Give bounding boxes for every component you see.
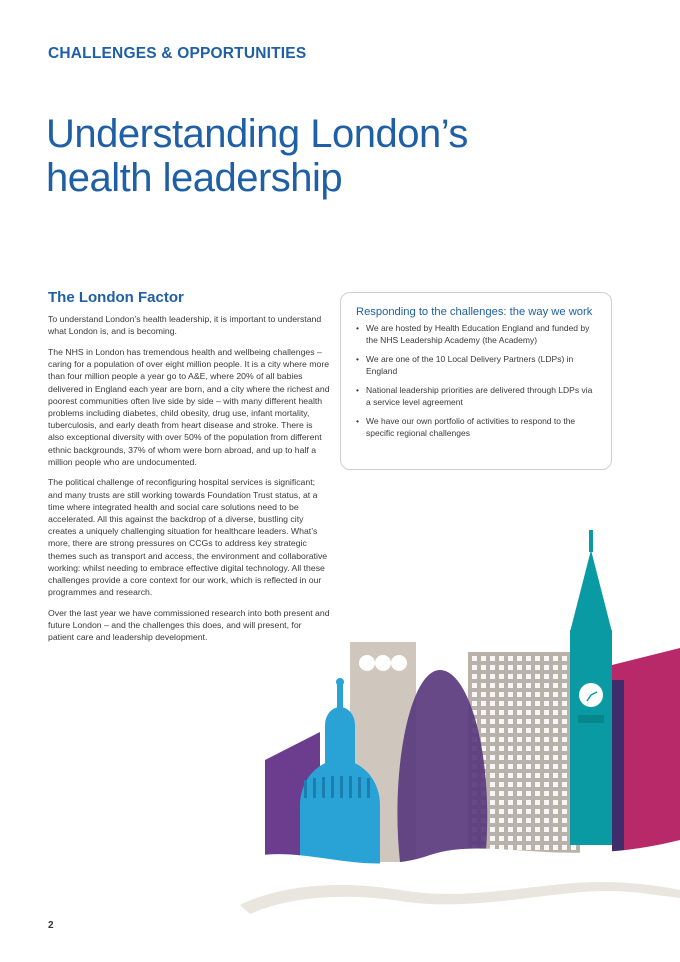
window (535, 656, 540, 661)
window (490, 764, 495, 769)
paragraph: The NHS in London has tremendous health and wellbeing challenges – caring for a population of over eight million people. It is a city where more than four million people a year go to A&E, where 20% of all babies delivered in England each year are born, and a city where the richest and poorest communities often live side by side – with many different health problems including diabetes, child obesity, drug use, infant mortality, tuberculosis, and early death from heart disease and stroke. There is also exceptional diversity with over 50% of the population from different ethnic backgrounds, 37% of whom were born abroad, and up to half a million people who are undocumented. (48, 346, 330, 467)
window (508, 728, 513, 733)
window (490, 710, 495, 715)
window (544, 773, 549, 778)
window (535, 737, 540, 742)
window (553, 701, 558, 706)
window (553, 845, 558, 850)
window (562, 782, 567, 787)
window (481, 665, 486, 670)
window (481, 701, 486, 706)
window (517, 737, 522, 742)
window (499, 836, 504, 841)
window (526, 773, 531, 778)
window (472, 665, 477, 670)
window (562, 809, 567, 814)
window (499, 755, 504, 760)
window (490, 692, 495, 697)
window (535, 728, 540, 733)
window (517, 728, 522, 733)
window (562, 746, 567, 751)
window (508, 719, 513, 724)
window (508, 809, 513, 814)
window (517, 710, 522, 715)
window (517, 755, 522, 760)
window (526, 800, 531, 805)
window (508, 674, 513, 679)
window (544, 746, 549, 751)
window (490, 773, 495, 778)
window (508, 764, 513, 769)
window (544, 845, 549, 850)
window (526, 809, 531, 814)
window (472, 701, 477, 706)
window (499, 818, 504, 823)
list-item: • We are hosted by Health Education England and funded by the NHS Leadership Academy (the Academy) (356, 322, 597, 346)
window (517, 665, 522, 670)
window (508, 773, 513, 778)
window (526, 710, 531, 715)
london-skyline-illustration (240, 510, 680, 930)
window (508, 665, 513, 670)
list-item: • We have our own portfolio of activities to respond to the specific regional challenges (356, 415, 597, 439)
window (481, 656, 486, 661)
window (562, 755, 567, 760)
window (535, 719, 540, 724)
window (553, 746, 558, 751)
window (499, 827, 504, 832)
window (553, 656, 558, 661)
window (508, 683, 513, 688)
window (544, 710, 549, 715)
window (544, 665, 549, 670)
window (526, 701, 531, 706)
window (481, 719, 486, 724)
window (499, 809, 504, 814)
window (481, 674, 486, 679)
window (553, 791, 558, 796)
window (535, 773, 540, 778)
window (553, 764, 558, 769)
window (553, 809, 558, 814)
page-title (46, 112, 468, 200)
window (553, 710, 558, 715)
window (544, 800, 549, 805)
window (526, 755, 531, 760)
window-circle (391, 655, 407, 671)
window (526, 692, 531, 697)
window (499, 692, 504, 697)
window (562, 701, 567, 706)
window (517, 845, 522, 850)
window (526, 845, 531, 850)
window (508, 827, 513, 832)
window (553, 827, 558, 832)
section-label: CHALLENGES & OPPORTUNITIES (48, 45, 307, 62)
window (508, 746, 513, 751)
window (499, 710, 504, 715)
window (535, 809, 540, 814)
window (544, 764, 549, 769)
window (553, 818, 558, 823)
window (517, 782, 522, 787)
window (544, 719, 549, 724)
window (499, 656, 504, 661)
window (544, 818, 549, 823)
window (562, 656, 567, 661)
window (499, 719, 504, 724)
window (508, 656, 513, 661)
window (517, 656, 522, 661)
window (508, 755, 513, 760)
window (499, 746, 504, 751)
callout-list (356, 322, 597, 439)
window (481, 683, 486, 688)
window (499, 701, 504, 706)
window (562, 827, 567, 832)
window (535, 800, 540, 805)
section-heading: The London Factor (48, 289, 184, 306)
window (562, 836, 567, 841)
window (481, 737, 486, 742)
window (544, 836, 549, 841)
window (490, 746, 495, 751)
window (499, 683, 504, 688)
paragraph: To understand London’s health leadership, it is important to understand what London is, and is becoming. (48, 314, 322, 337)
window (472, 674, 477, 679)
window (499, 764, 504, 769)
window (517, 836, 522, 841)
window (508, 782, 513, 787)
window (517, 719, 522, 724)
window (499, 773, 504, 778)
window (490, 719, 495, 724)
window (490, 683, 495, 688)
window (562, 791, 567, 796)
window (535, 746, 540, 751)
window (535, 818, 540, 823)
window (526, 782, 531, 787)
window (535, 665, 540, 670)
window (490, 818, 495, 823)
window (544, 755, 549, 760)
window (490, 701, 495, 706)
window (490, 791, 495, 796)
window (526, 656, 531, 661)
window (490, 656, 495, 661)
window (517, 764, 522, 769)
window (526, 719, 531, 724)
window (508, 836, 513, 841)
window (553, 674, 558, 679)
window (472, 656, 477, 661)
callout-box (340, 292, 612, 470)
window (553, 719, 558, 724)
window (544, 692, 549, 697)
page-title-line-1: Understanding London’s (46, 112, 468, 156)
window (508, 845, 513, 850)
window (508, 800, 513, 805)
window (562, 665, 567, 670)
window (490, 827, 495, 832)
paragraph: Over the last year we have commissioned research into both present and future London – and the challenges this does, and will present, for patient care and leadership development. (48, 607, 330, 643)
window (490, 674, 495, 679)
window (562, 800, 567, 805)
window (517, 683, 522, 688)
window (562, 692, 567, 697)
window (535, 836, 540, 841)
window (535, 701, 540, 706)
window (490, 755, 495, 760)
window (535, 782, 540, 787)
window (562, 737, 567, 742)
window (526, 764, 531, 769)
clock-tower (570, 530, 612, 845)
list-item: • We are one of the 10 Local Delivery Partners (LDPs) in England (356, 353, 597, 377)
window (553, 782, 558, 787)
window-circle (359, 655, 375, 671)
window (544, 827, 549, 832)
window (517, 818, 522, 823)
window (526, 836, 531, 841)
window (481, 692, 486, 697)
window (508, 701, 513, 706)
window (535, 764, 540, 769)
window (535, 710, 540, 715)
window (562, 773, 567, 778)
window (571, 845, 576, 850)
window (517, 827, 522, 832)
window (490, 665, 495, 670)
window (526, 791, 531, 796)
window (508, 737, 513, 742)
window (562, 845, 567, 850)
window (517, 746, 522, 751)
window (499, 674, 504, 679)
page-title-line-2: health leadership (46, 156, 343, 200)
window (499, 800, 504, 805)
window (490, 737, 495, 742)
window (481, 710, 486, 715)
window (562, 728, 567, 733)
window (544, 701, 549, 706)
window (499, 665, 504, 670)
window (535, 845, 540, 850)
window (535, 791, 540, 796)
window (526, 818, 531, 823)
window (526, 827, 531, 832)
window (526, 737, 531, 742)
window (535, 692, 540, 697)
page-number: 2 (48, 920, 54, 931)
window (526, 728, 531, 733)
window (535, 683, 540, 688)
window (562, 818, 567, 823)
dark-building (612, 680, 624, 862)
window (526, 746, 531, 751)
window (544, 737, 549, 742)
window (544, 674, 549, 679)
window (490, 728, 495, 733)
window (553, 773, 558, 778)
window (490, 809, 495, 814)
window (526, 674, 531, 679)
window (517, 692, 522, 697)
window (544, 728, 549, 733)
window (562, 683, 567, 688)
window (562, 719, 567, 724)
window (499, 728, 504, 733)
window (544, 809, 549, 814)
window (535, 674, 540, 679)
window (472, 692, 477, 697)
window (553, 737, 558, 742)
window (553, 728, 558, 733)
window (562, 674, 567, 679)
window (544, 656, 549, 661)
window (517, 800, 522, 805)
window (553, 665, 558, 670)
window (553, 836, 558, 841)
window (553, 692, 558, 697)
window (508, 791, 513, 796)
window (517, 701, 522, 706)
window (517, 791, 522, 796)
window (499, 782, 504, 787)
callout-title: Responding to the challenges: the way we work (356, 306, 593, 318)
window (490, 782, 495, 787)
window (490, 836, 495, 841)
window (526, 665, 531, 670)
window (553, 800, 558, 805)
window (481, 728, 486, 733)
window (499, 737, 504, 742)
window (544, 683, 549, 688)
window-circle (375, 655, 391, 671)
window (490, 800, 495, 805)
window (535, 755, 540, 760)
window (535, 827, 540, 832)
list-item: • National leadership priorities are delivered through LDPs via a service level agreement (356, 384, 597, 408)
paragraph: The political challenge of reconfiguring hospital services is significant; and many trusts are still working towards Foundation Trust status, at a time where integrated health and social care solutions need to be accelerated. All this against the backdrop of a diverse, bustling city creates a uniquely challenging situation for healthcare leaders. What’s more, there are strong pressures on CCGs to address key strategic themes such as transport and access, the environment and collaborative working: whilst needing to embrace effective digital technology. All these challenges provide a core context for our work, which is reflected in our programmes and research. (48, 477, 328, 598)
window (544, 791, 549, 796)
window (472, 683, 477, 688)
window (508, 818, 513, 823)
window (499, 791, 504, 796)
window (562, 710, 567, 715)
window (553, 755, 558, 760)
window (508, 692, 513, 697)
window (562, 764, 567, 769)
window (508, 710, 513, 715)
window (526, 683, 531, 688)
window (517, 809, 522, 814)
window (517, 773, 522, 778)
window (553, 683, 558, 688)
window (517, 674, 522, 679)
window (544, 782, 549, 787)
